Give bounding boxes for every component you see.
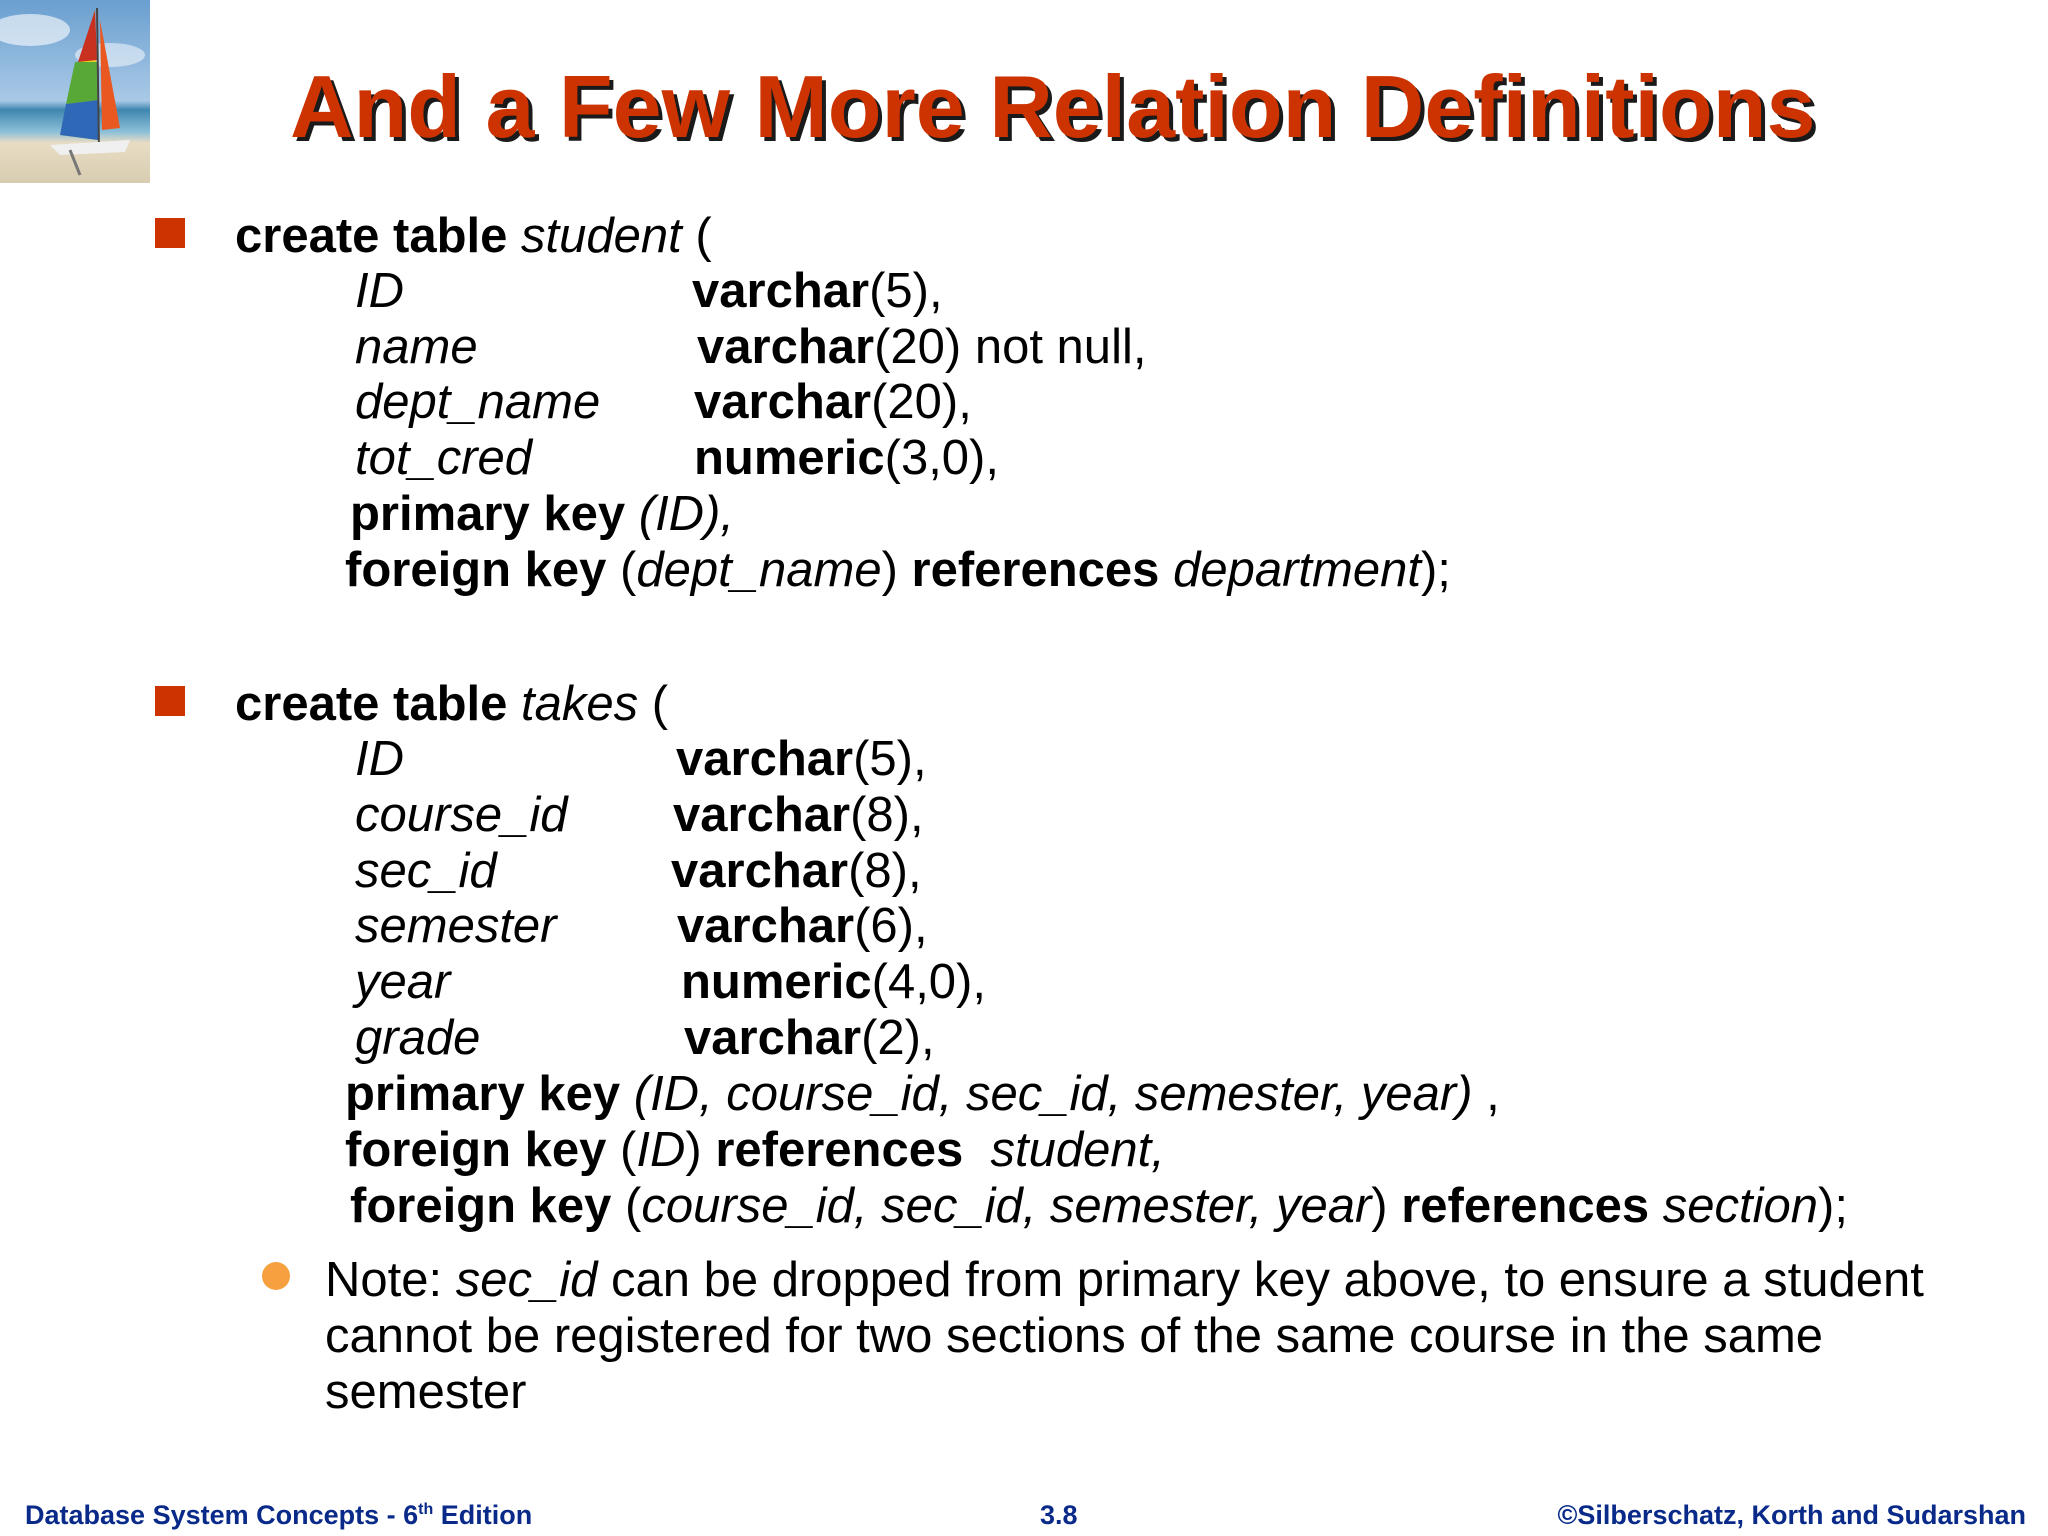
- column-name: sec_id: [355, 844, 497, 898]
- table-name: takes: [521, 677, 639, 731]
- column-name: grade: [355, 1011, 481, 1065]
- bullet-square-icon: [155, 218, 185, 248]
- foreign-key-line: foreign key (dept_name) references department);: [345, 543, 1451, 597]
- column-type: varchar(20),: [694, 375, 972, 429]
- open-paren: (: [681, 209, 712, 263]
- column-type: varchar(20) not null,: [697, 320, 1147, 374]
- keyword-create-table: create table: [235, 677, 508, 731]
- primary-key-line: primary key (ID),: [350, 487, 734, 541]
- column-name: name: [355, 320, 478, 374]
- column-type: varchar(8),: [673, 788, 924, 842]
- column-type: varchar(5),: [676, 732, 927, 786]
- footer-left: Database System Concepts - 6th Edition: [25, 1500, 533, 1530]
- column-name: semester: [355, 899, 557, 953]
- column-type: varchar(6),: [677, 899, 928, 953]
- column-type: varchar(2),: [684, 1011, 935, 1065]
- student-create-line: [235, 208, 712, 264]
- bullet-dot-icon: [262, 1262, 290, 1290]
- column-type: numeric(3,0),: [694, 431, 999, 485]
- takes-create-line: [235, 676, 668, 732]
- column-name: ID: [355, 264, 404, 318]
- column-name: dept_name: [355, 375, 601, 429]
- open-paren: (: [638, 677, 669, 731]
- column-name: tot_cred: [355, 431, 533, 485]
- slide-title: And a Few More Relation Definitions: [290, 57, 1816, 156]
- column-type: varchar(5),: [692, 264, 943, 318]
- table-name: student: [521, 209, 682, 263]
- footer-right: ©Silberschatz, Korth and Sudarshan: [1557, 1500, 2026, 1530]
- bullet-square-icon: [155, 686, 185, 716]
- column-name: ID: [355, 732, 404, 786]
- note-text: Note: sec_id can be dropped from primary key above, to ensure a student cannot be registered for two sections of the same course in the same semester: [325, 1253, 1924, 1419]
- primary-key-line: primary key (ID, course_id, sec_id, semester, year) ,: [345, 1067, 1500, 1121]
- column-name: year: [355, 955, 451, 1009]
- footer-page-number: 3.8: [1040, 1500, 1078, 1530]
- keyword-create-table: create table: [235, 209, 508, 263]
- sailboat-logo: [0, 0, 150, 183]
- foreign-key-line: foreign key (ID) references student,: [345, 1123, 1165, 1177]
- column-type: varchar(8),: [671, 844, 922, 898]
- column-name: course_id: [355, 788, 568, 842]
- foreign-key-line: foreign key (course_id, sec_id, semester, year) references section);: [350, 1179, 1848, 1233]
- column-type: numeric(4,0),: [681, 955, 986, 1009]
